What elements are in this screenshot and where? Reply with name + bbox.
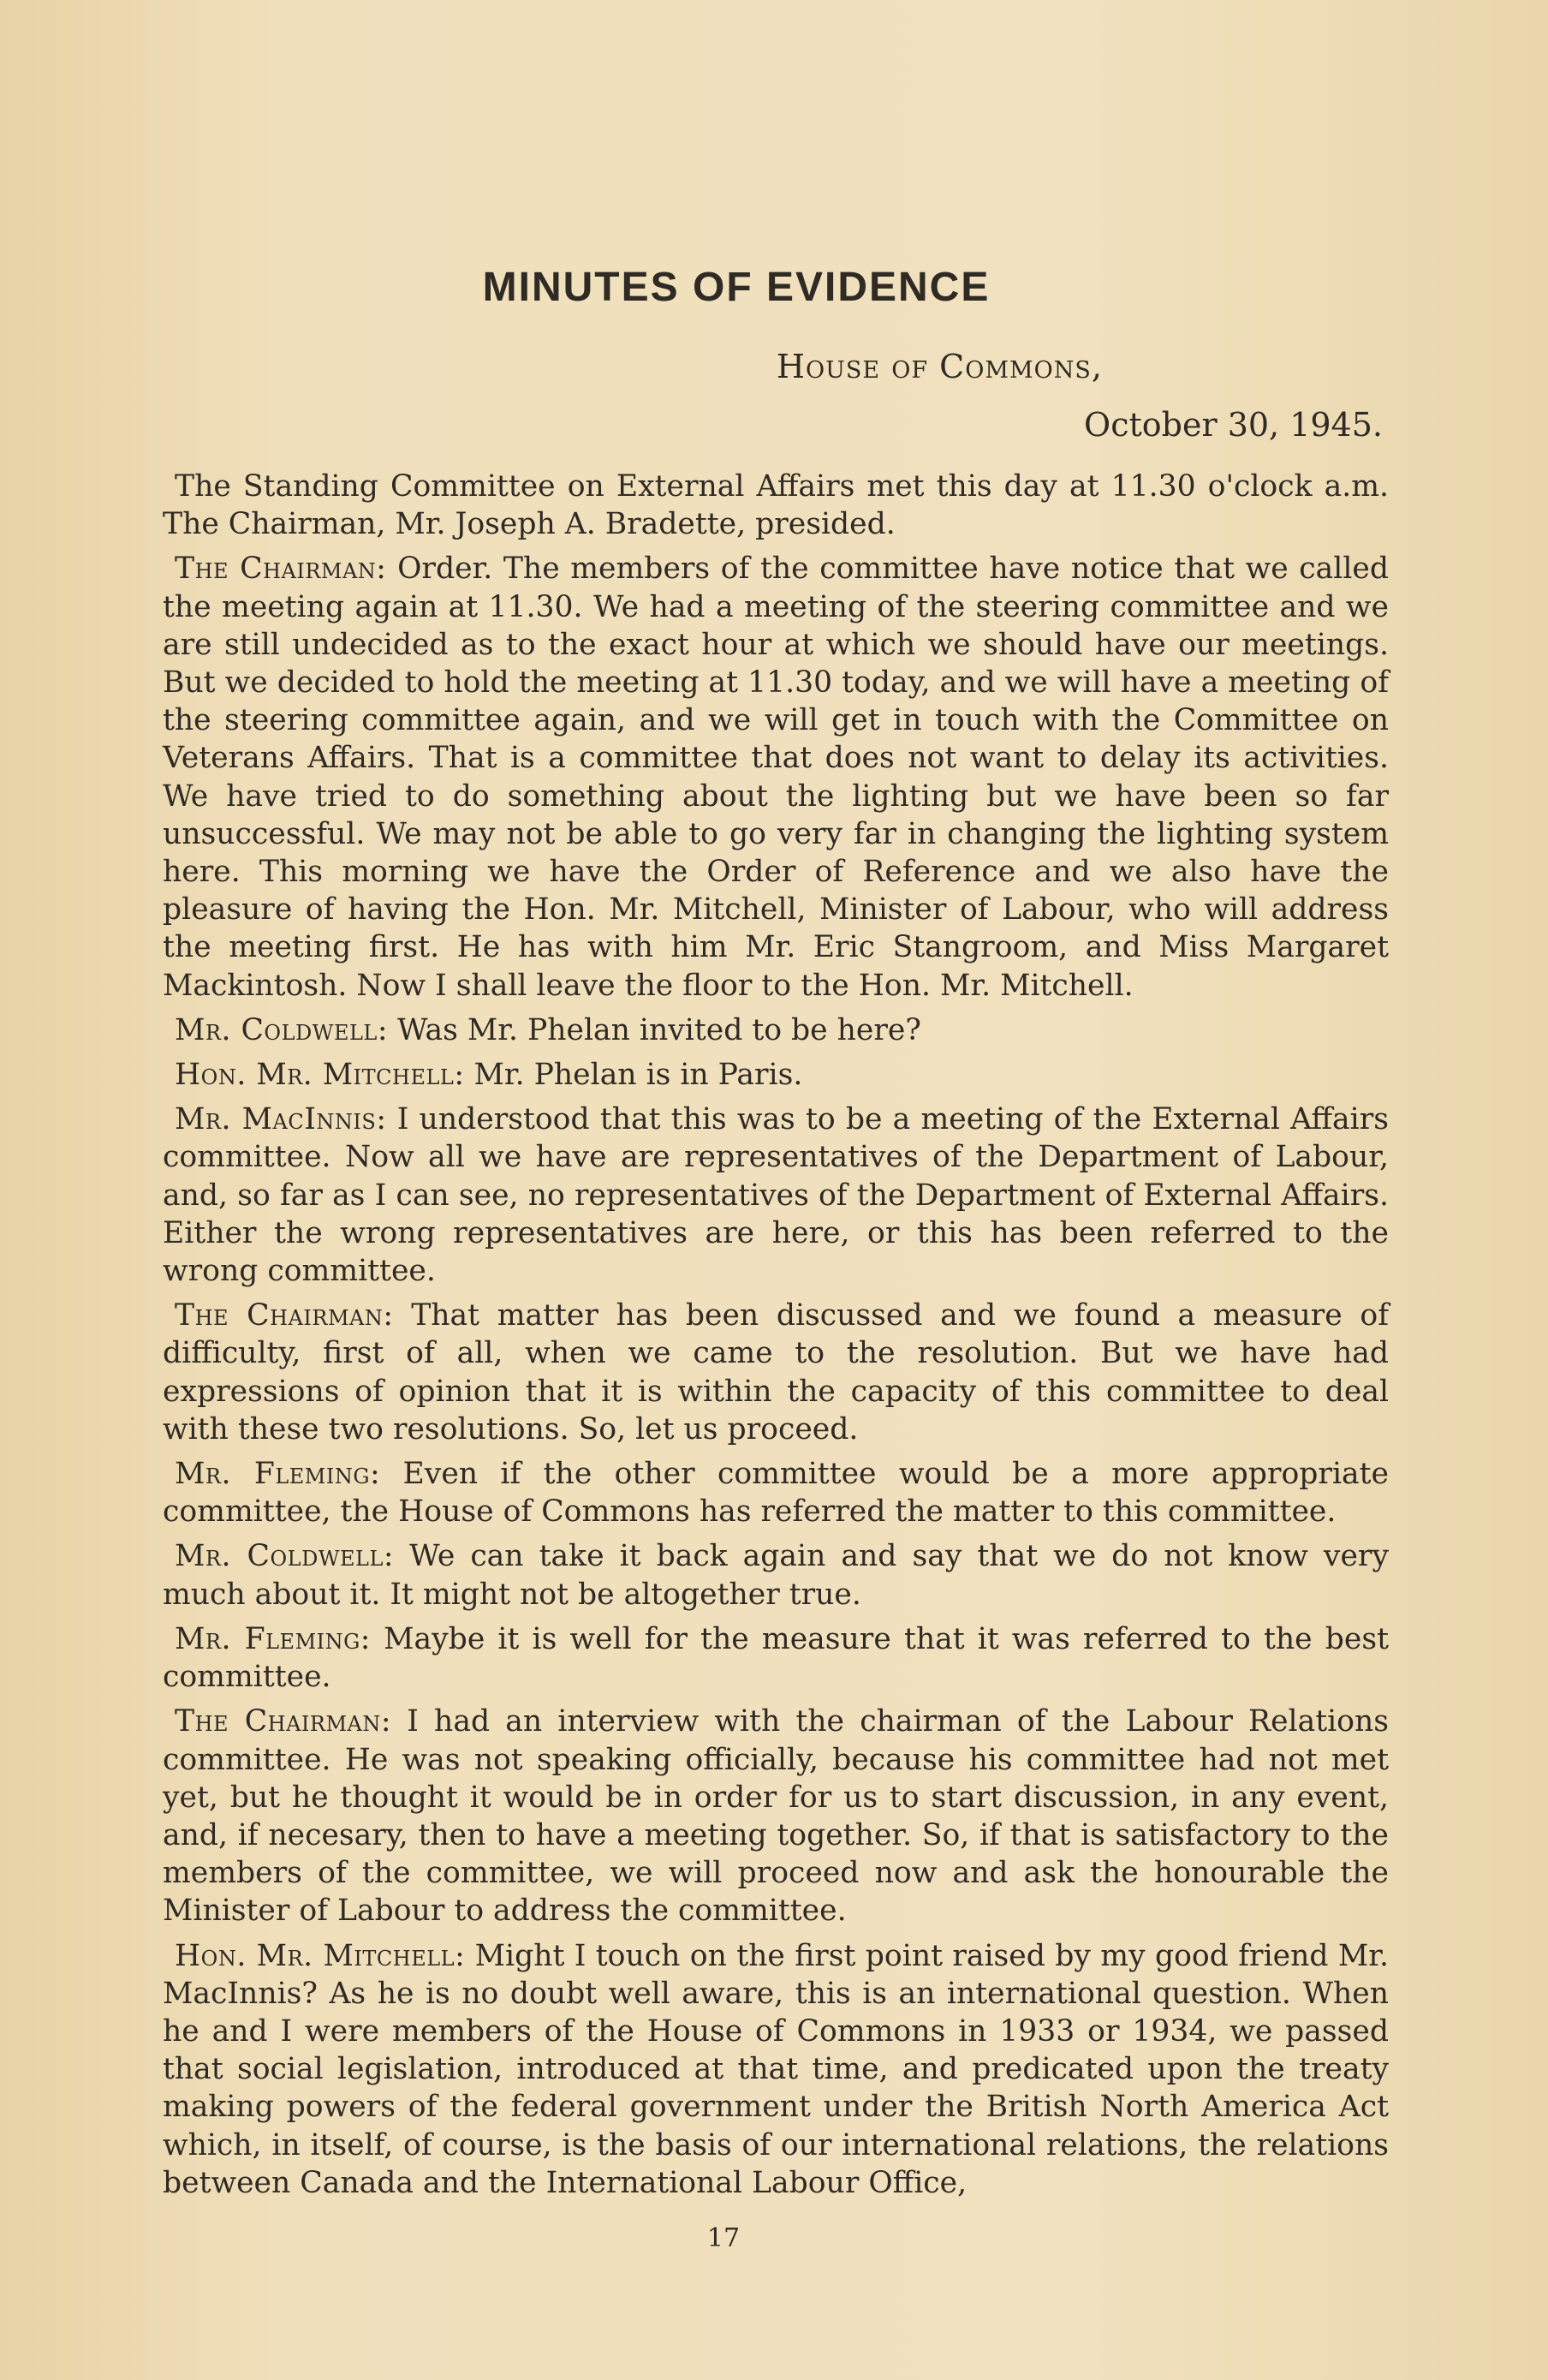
speech-paragraph	[163, 1703, 1389, 1930]
speech-paragraph	[163, 1101, 1389, 1290]
speech-text: That matter has been discussed and we found a measure of difficulty, first of all, when we came to the resolution. But we have had expressions of opinion that it is within the capacity of this committee to deal with these two resolutions. So, let us proceed.	[163, 1298, 1389, 1446]
speech-paragraph	[163, 1011, 1389, 1049]
speaker-name: Hon. Mr. Mitchell:	[175, 1058, 465, 1093]
speech-text: We can take it back again and say that we do not know very much about it. It might not be altogether true.	[163, 1539, 1389, 1612]
speech-text: Was Mr. Phelan invited to be here?	[396, 1012, 921, 1047]
speech-text: Maybe it is well for the measure that it was referred to the best committee.	[163, 1621, 1389, 1695]
speaker-name: Mr. Coldwell:	[175, 1012, 388, 1047]
speech-paragraph	[163, 1537, 1389, 1613]
speech-paragraph	[163, 1937, 1389, 2202]
speech-paragraph	[163, 1620, 1389, 1696]
speaker-name: The Chairman:	[175, 1298, 394, 1333]
speaker-name: The Chairman:	[175, 552, 387, 587]
speech-text: Order. The members of the committee have notice that we called the meeting again at 11.30. We had a meeting of the steering committee and we are still undecided as to the exact hour at which we should have our meetings. But we decided to hold the meeting at 11.30 today, and we will have a meeting of the steering committee again, and we will get in touch with the Committee on Veterans Affairs. That is a committee that does not want to delay its activities. We have tried to do something about the lighting but we have been so far unsuccessful. We may not be able to go very far in changing the lighting system here. This morning we have the Order of Reference and we also have the pleasure of having the Hon. Mr. Mitchell, Minister of Labour, who will address the meeting first. He has with him Mr. Eric Stangroom, and Miss Margaret Mackintosh. Now I shall leave the floor to the Hon. Mr. Mitchell.	[163, 552, 1389, 1003]
page-title: MINUTES OF EVIDENCE	[482, 265, 991, 310]
speaker-name: Mr. Fleming:	[175, 1457, 381, 1492]
speech-paragraph	[163, 1455, 1389, 1530]
paragraph-text: The Standing Committee on External Affairs met this day at 11.30 o'clock a.m. The Chairman, Mr. Joseph A. Bradette, presided.	[163, 469, 1389, 542]
speech-text: Even if the other committee would be a more appropriate committee, the House of Commons has referred the matter to this committee.	[163, 1457, 1389, 1530]
opening-paragraph	[163, 468, 1389, 543]
speech-paragraph	[163, 1056, 1389, 1094]
speaker-name: The Chairman:	[175, 1704, 392, 1739]
speaker-name: Mr. Fleming:	[175, 1621, 371, 1656]
speech-paragraph	[163, 1297, 1389, 1448]
speaker-name: Mr. Coldwell:	[175, 1539, 395, 1574]
speech-paragraph	[163, 550, 1389, 1004]
speech-text: I understood that this was to be a meeting of the External Affairs committee. Now all we have are representatives of the Department of Labour, and, so far as I can see, no representatives of the Department of External Affairs. Either the wrong representatives are here, or this has been referred to the wrong committee.	[163, 1102, 1390, 1289]
date-line: October 30, 1945.	[1084, 406, 1383, 444]
speech-text: Might I touch on the first point raised by my good friend Mr. MacInnis? As he is no doubt well aware, this is an international question. When he and I were members of the House of Commons in 1933 or 1934, we passed that social legislation, introduced at that time, and predicated upon the treaty making powers of the federal government under the British North America Act which, in itself, of course, is the basis of our international relations, the relations between Canada and the International Labour Office,	[163, 1938, 1389, 2200]
speaker-name: Mr. MacInnis:	[175, 1102, 387, 1137]
location-line: House of Commons,	[776, 348, 1103, 385]
speech-text: I had an interview with the chairman of the Labour Relations committee. He was not speaking officially, because his committee had not met yet, but he thought it would be in order for us to start discussion, in any event, and, if necesary, then to have a meeting together. So, if that is satisfactory to the members of the committee, we will proceed now and ask the honourable the Minister of Labour to address the committee.	[163, 1704, 1389, 1929]
speaker-name: Hon. Mr. Mitchell:	[175, 1938, 466, 1973]
page-number: 17	[706, 2223, 741, 2253]
minutes-body	[163, 468, 1389, 2209]
speech-text: Mr. Phelan is in Paris.	[473, 1058, 803, 1093]
